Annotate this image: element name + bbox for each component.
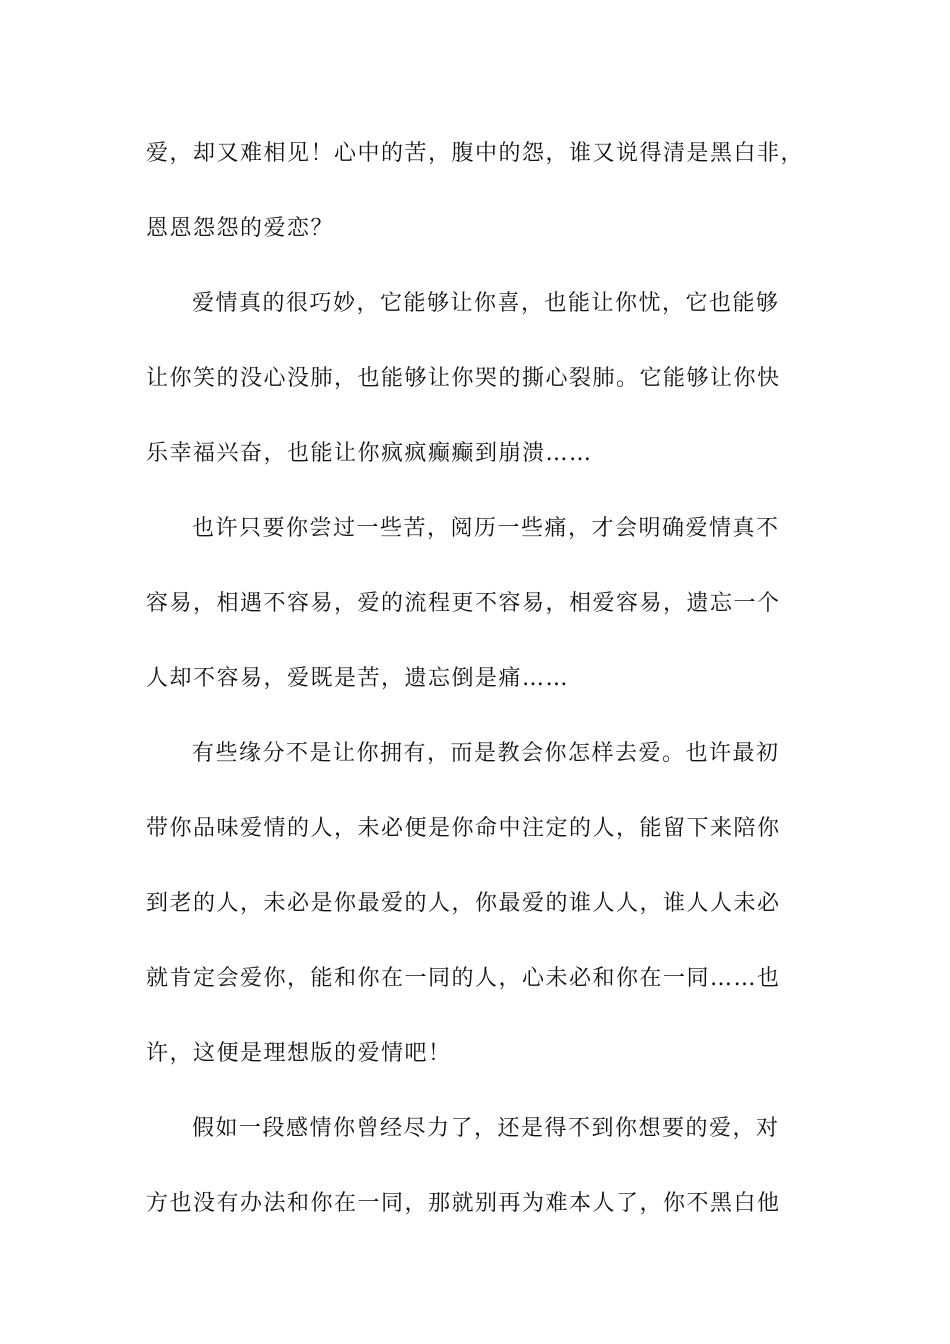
paragraph-start-line: 也许只要你尝过一些苦，阅历一些痛，才会明确爱情真不 <box>192 516 780 541</box>
text-line: 人却不容易，爱既是苦，遗忘倒是痛…… <box>146 666 570 691</box>
text-line: 让你笑的没心没肺，也能够让你哭的撕心裂肺。它能够让你快 <box>146 366 781 391</box>
text-line: 爱，却又难相见！心中的苦，腹中的怨，谁又说得清是黑白非， <box>146 141 805 166</box>
body-text <box>146 130 806 1255</box>
text-line: 带你品味爱情的人，未必便是你命中注定的人，能留下来陪你 <box>146 816 781 841</box>
text-line: 乐幸福兴奋，也能让你疯疯癫癫到崩溃…… <box>146 441 593 466</box>
text-line: 方也没有办法和你在一同，那就别再为难本人了，你不黑白他 <box>146 1191 781 1216</box>
paragraph-start-line: 爱情真的很巧妙，它能够让你喜，也能让你忧，它也能够 <box>192 291 780 316</box>
text-line: 就肯定会爱你，能和你在一同的人，心未必和你在一同……也 <box>146 966 781 991</box>
text-line: 恩恩怨怨的爱恋？ <box>146 216 335 241</box>
paragraph-start-line: 有些缘分不是让你拥有，而是教会你怎样去爱。也许最初 <box>192 741 780 766</box>
text-line: 容易，相遇不容易，爱的流程更不容易，相爱容易，遗忘一个 <box>146 591 781 616</box>
text-line: 许，这便是理想版的爱情吧！ <box>146 1041 452 1066</box>
paragraph-start-line: 假如一段感情你曾经尽力了，还是得不到你想要的爱，对 <box>192 1116 780 1141</box>
text-line: 到老的人，未必是你最爱的人，你最爱的谁人人，谁人人未必 <box>146 891 781 916</box>
